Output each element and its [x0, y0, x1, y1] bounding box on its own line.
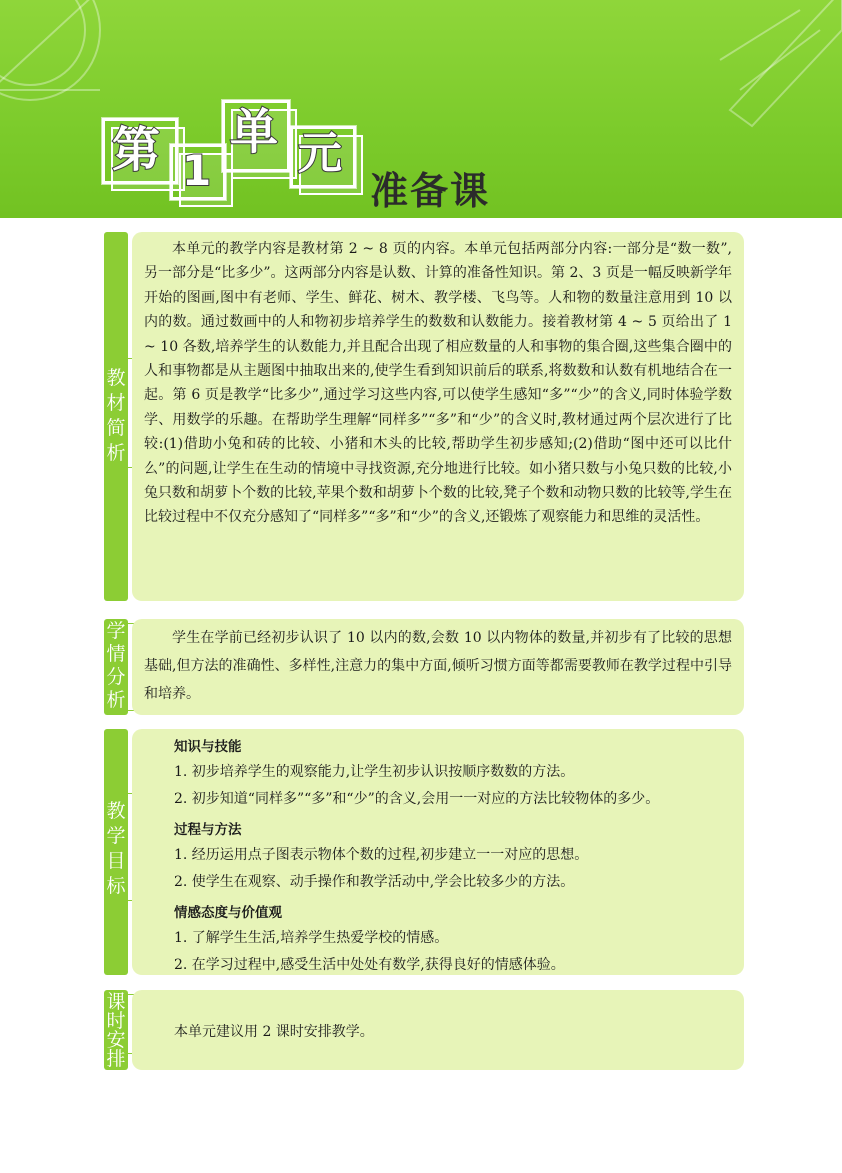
goal-heading: 知识与技能: [174, 739, 242, 755]
tab-char: 情: [106, 643, 126, 665]
tab-char: 材: [106, 392, 126, 414]
header-banner: [0, 0, 842, 218]
section-card: [132, 729, 744, 975]
tab-char: 教: [106, 367, 126, 389]
tab-char: 学: [106, 620, 126, 642]
section-student-analysis: [104, 619, 744, 715]
tab-char: 安: [106, 1029, 126, 1051]
section-card: [132, 990, 744, 1070]
tab-char: 排: [106, 1048, 126, 1070]
lesson-plan-text: 本单元建议用 2 课时安排教学。: [174, 1024, 374, 1040]
goal-item: 2. 使学生在观察、动手操作和教学活动中,学会比较多少的方法。: [174, 874, 575, 890]
section-textbook-analysis: [104, 232, 744, 601]
section-card: [132, 619, 744, 715]
section-paragraph: 学生在学前已经初步认识了 10 以内的数,会数 10 以内物体的数量,并初步有了比较的思想基础,但方法的准确性、多样性,注意力的集中方面,倾听习惯方面等都需要教师在教学过程中引导和培养。: [144, 630, 732, 702]
goal-heading: 过程与方法: [174, 822, 242, 838]
tab-char: 标: [106, 875, 126, 897]
unit-char-dan: 单: [230, 104, 279, 160]
goal-item: 2. 初步知道“同样多”“多”和“少”的含义,会用一一对应的方法比较物体的多少。: [174, 791, 660, 807]
tab-char: 简: [106, 417, 126, 439]
goal-heading: 情感态度与价值观: [174, 905, 282, 921]
goal-item: 2. 在学习过程中,感受生活中处处有数学,获得良好的情感体验。: [174, 957, 565, 973]
tab-char: 析: [106, 689, 126, 711]
unit-number: 1: [182, 146, 212, 195]
tab-char: 目: [106, 850, 126, 872]
lesson-title: 准备课: [370, 169, 491, 213]
unit-char-yuan: 元: [298, 128, 342, 179]
section-lesson-plan: [104, 990, 744, 1070]
tab-char: 分: [106, 666, 126, 688]
goal-item: 1. 了解学生生活,培养学生热爱学校的情感。: [174, 930, 449, 946]
tab-char: 学: [106, 825, 126, 847]
tab-char: 析: [106, 442, 126, 464]
tab-char: 教: [106, 800, 126, 822]
section-teaching-goals: [104, 729, 744, 975]
tab-char: 时: [106, 1010, 126, 1032]
goal-item: 1. 初步培养学生的观察能力,让学生初步认识按顺序数数的方法。: [174, 764, 575, 780]
unit-char-di: 第: [112, 122, 161, 178]
section-card: [132, 232, 744, 601]
tab-char: 课: [106, 991, 126, 1013]
goal-item: 1. 经历运用点子图表示物体个数的过程,初步建立一一对应的思想。: [174, 847, 589, 863]
section-paragraph: 本单元的教学内容是教材第 2 ~ 8 页的内容。本单元包括两部分内容:一部分是“数一数”,另一部分是“比多少”。这两部分内容是认数、计算的准备性知识。第 2、3 页是一幅反映新学年开始的图画,图中有老师、学生、鲜花、树木、教学楼、飞鸟等。人和物的数量注意用到 10 以内的数。通过数画中的人和物初步培养学生的数数和认数能力。接着教材第 4 ~ 5 页给出了 1 ~ 10 各数,培养学生的认数能力,并且配合出现了相应数量的人和事物的集合圈,这些集合圈中的人和事物都是从主题图中抽取出来的,使学生看到知识前后的联系,将数数和认数有机地结合在一起。第 6 页是教学“比多少”,通过学习这些内容,可以使学生感知“多”“少”的含义,同时体验学数学、用数学的乐趣。在帮助学生理解“同样多”“多”和“少”的含义时,教材通过两个层次进行了比较:(1)借助小兔和砖的比较、小猪和木头的比较,帮助学生初步感知;(2)借助“图中还可以比什么”的问题,让学生在生动的情境中寻找资源,充分地进行比较。如小猪只数与小兔只数的比较,小兔只数和胡萝卜个数的比较,苹果个数和胡萝卜个数的比较,凳子个数和动物只数的比较等,学生在比较过程中不仅充分感知了“同样多”“多”和“少”的含义,还锻炼了观察能力和思维的灵活性。: [144, 241, 732, 526]
